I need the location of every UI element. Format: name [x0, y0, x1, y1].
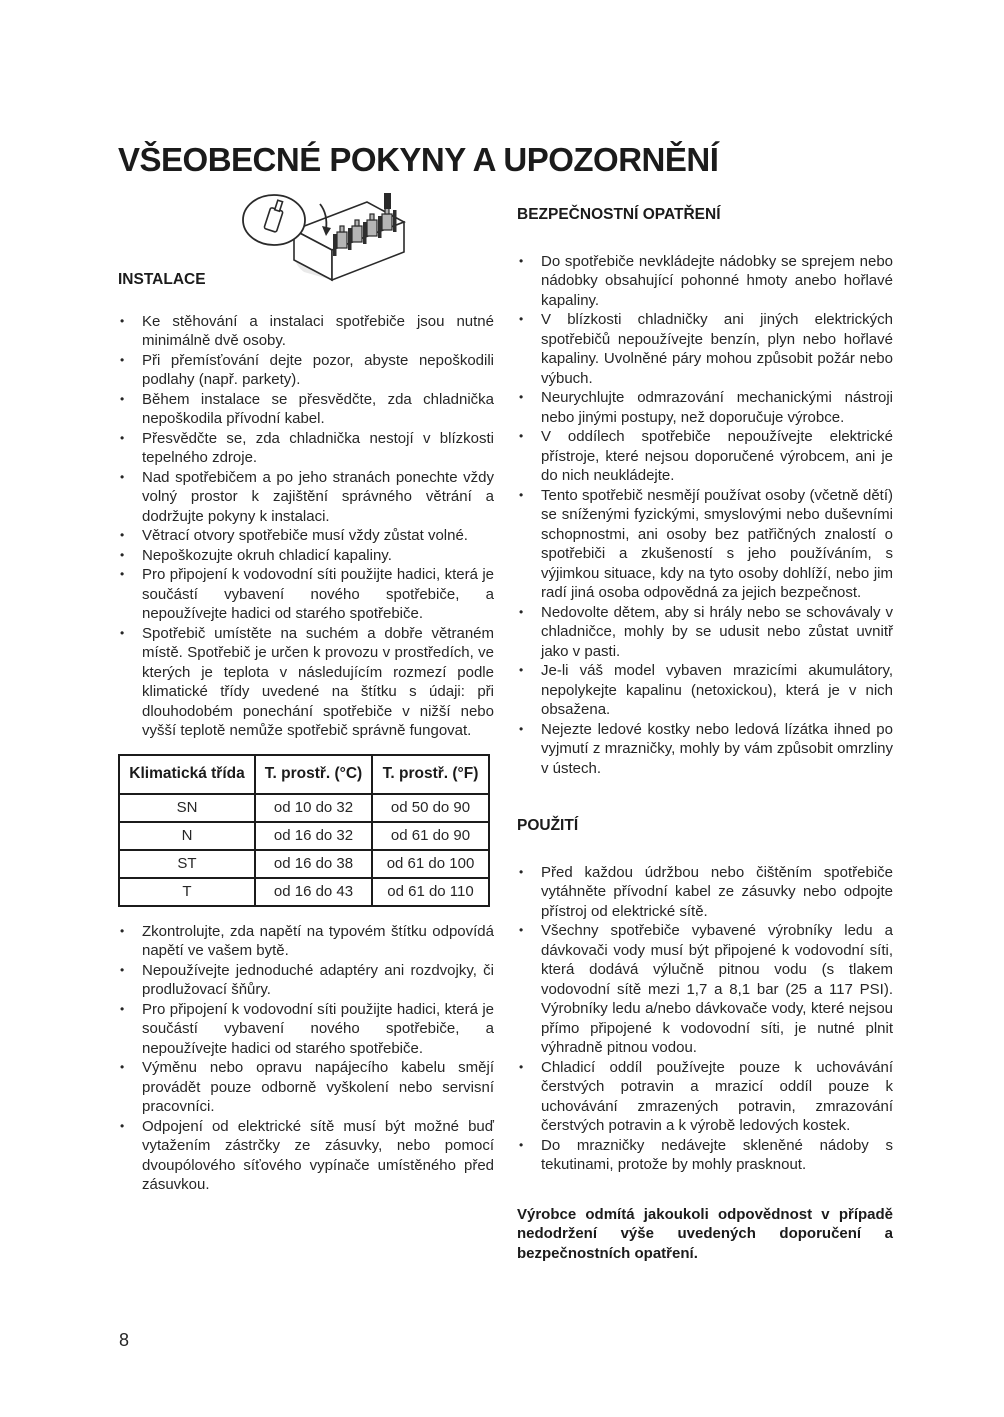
list-item: [118, 1058, 494, 1117]
bullet-icon: •: [120, 391, 125, 406]
climate-class-table: [118, 754, 490, 907]
bullet-text: Ke stěhování a instalaci spotřebiče jsou nutné minimálně dvě osoby.: [142, 312, 494, 349]
list-item: [118, 624, 494, 741]
list-item: [517, 252, 893, 311]
bullet-icon: •: [519, 312, 524, 326]
bullet-text: Při přemísťování dejte pozor, abyste nepoškodili podlahy (např. parkety).: [142, 351, 494, 388]
bullet-icon: •: [519, 253, 524, 268]
installation-bullet-list-2: [118, 922, 494, 1195]
bullet-icon: •: [519, 429, 524, 443]
bullet-icon: •: [519, 604, 524, 619]
page-number: 8: [119, 1330, 130, 1350]
list-item: [118, 1117, 494, 1195]
bullet-text: Neurychlujte odmrazování mechanickými nástroji nebo jinými postupy, než doporučuje výrobce.: [541, 389, 893, 426]
table-cell-celsius: od 10 do 32: [255, 794, 372, 822]
list-item: [517, 388, 893, 427]
section-heading-safety: BEZPEČNOSTNÍ OPATŘENÍ: [517, 206, 721, 223]
bullet-icon: •: [120, 528, 125, 542]
bullet-icon: •: [519, 1059, 524, 1074]
bullet-icon: •: [120, 923, 125, 938]
bullet-icon: •: [519, 663, 524, 677]
bullet-icon: •: [120, 547, 125, 562]
list-item: [118, 565, 494, 624]
table-cell-celsius: od 16 do 38: [255, 850, 372, 878]
bullet-text: Všechny spotřebiče vybavené výrobníky ledu a dávkovači vody musí být připojené k vodovodní síti, která dodává výlučně pitnou vodu (s tlakem vodovodní sítě mezi 1,7 a 8,1 bar (25 a 117 PSI). Výrobníky ledu a/nebo dávkovače vody, které nejsou přímo připojené k vodovodní síti, je nutné plnit výhradně pitnou vodou.: [541, 922, 893, 1056]
list-item: [517, 1136, 893, 1175]
bullet-icon: •: [120, 1060, 125, 1074]
bullet-icon: •: [120, 313, 125, 328]
table-cell-class: N: [119, 822, 255, 850]
bullet-text: Tento spotřebič nesmějí používat osoby (včetně dětí) se sníženými fyzickými, smyslovými nebo duševními schopnostmi, ani osoby bez patřičných znalostí o spotřebiči a zkušeností s jeho používáním, s výjimkou situace, kdy na tyto osoby dohlíží, nebo jim radí jiná osoba odpovědná za jejich bezpečnost.: [541, 486, 893, 601]
manufacturer-disclaimer: Výrobce odmítá jakoukoli odpovědnost v případě nedodržení výše uvedených doporučení a bezpečnostních opatření.: [517, 1205, 893, 1262]
bullet-icon: •: [519, 487, 524, 502]
right-column: [517, 205, 893, 1263]
bullet-icon: •: [519, 1137, 524, 1152]
table-cell-celsius: od 16 do 32: [255, 822, 372, 850]
bullet-text: Chladicí oddíl používejte pouze k uchovávání čerstvých potravin a mrazicí oddíl pouze k uchovávání zmrazených potravin, zmrazování čerstvých potravin a k výrobě ledových kostek.: [541, 1058, 893, 1134]
bullet-text: Přesvědčte se, zda chladnička nestojí v blízkosti tepelného zdroje.: [142, 429, 494, 466]
bullet-icon: •: [519, 390, 524, 404]
list-item: [517, 486, 893, 603]
table-cell-class: ST: [119, 850, 255, 878]
table-header-cell: Klimatická třída: [119, 755, 255, 794]
list-item: [517, 603, 893, 662]
bullet-icon: •: [519, 864, 524, 879]
table-header-cell: T. prostř. (°C): [255, 755, 372, 794]
list-item: [118, 546, 494, 566]
list-item: [517, 661, 893, 720]
safety-bullet-list: [517, 252, 893, 779]
list-item: [118, 526, 494, 546]
bullet-icon: •: [120, 430, 125, 445]
bullet-text: Nedovolte dětem, aby si hrály nebo se schovávaly v chladničce, mohly by se udusit nebo zůstat uvnitř jako v pasti.: [541, 603, 893, 660]
bullet-text: Pro připojení k vodovodní síti použijte hadici, která je součástí vybavení nového spotřebiče, a nepoužívejte hadici od starého spotřebiče.: [142, 566, 494, 622]
section-heading-usage: POUŽITÍ: [517, 817, 579, 834]
table-row: [119, 850, 489, 878]
bullet-text: Během instalace se přesvědčte, zda chladnička nepoškodila přívodní kabel.: [142, 390, 494, 427]
table-cell-celsius: od 16 do 43: [255, 878, 372, 906]
list-item: [118, 961, 494, 1000]
list-item: [118, 312, 494, 351]
bullet-text: Větrací otvory spotřebiče musí vždy zůstat volné.: [142, 527, 468, 544]
bullet-icon: •: [519, 923, 524, 937]
list-item: [517, 1058, 893, 1136]
bullet-icon: •: [120, 567, 125, 581]
list-item: [118, 922, 494, 961]
bullet-text: V oddílech spotřebiče nepoužívejte elektrické přístroje, které nejsou doporučené výrobcem, ani je do nich neukládejte.: [541, 428, 893, 484]
page-title: VŠEOBECNÉ POKYNY A UPOZORNĚNÍ: [118, 141, 719, 178]
list-item: [118, 468, 494, 527]
bullet-icon: •: [120, 625, 125, 640]
table-body: [119, 794, 489, 906]
bullet-text: Je-li váš model vybaven mrazicími akumulátory, nepolykejte kapalinu (netoxickou), která je v nich obsažena.: [541, 662, 893, 718]
bullet-icon: •: [120, 352, 125, 367]
table-cell-fahrenheit: od 50 do 90: [372, 794, 489, 822]
bullet-icon: •: [120, 962, 125, 977]
list-item: [118, 1000, 494, 1059]
list-item: [517, 863, 893, 922]
list-item: [118, 429, 494, 468]
table-cell-class: SN: [119, 794, 255, 822]
list-item: [517, 427, 893, 486]
bullet-icon: •: [120, 1001, 125, 1016]
list-item: [118, 351, 494, 390]
bullet-text: Zkontrolujte, zda napětí na typovém štítku odpovídá napětí ve vašem bytě.: [142, 922, 494, 959]
usage-bullet-list: [517, 863, 893, 1175]
bullet-text: Nejezte ledové kostky nebo ledová lízátka ihned po vyjmutí z mrazničky, mohly by vám způsobit omrzliny v ústech.: [541, 720, 893, 777]
table-row: [119, 794, 489, 822]
bullet-icon: •: [519, 721, 524, 736]
bullet-text: Pro připojení k vodovodní síti použijte hadici, která je součástí vybavení nového spotřebiče, a nepoužívejte hadici od starého spotřebiče.: [142, 1000, 494, 1057]
bullet-text: Nad spotřebičem a po jeho stranách ponechte vždy volný prostor k zajištění správného větrání a dodržujte pokyny k instalaci.: [142, 468, 494, 525]
bullet-text: Spotřebič umístěte na suchém a dobře větraném místě. Spotřebič je určen k provozu v prostředích, ve kterých je teplota v následujícím rozmezí podle klimatické třídy uvedené na štítku s údaji: při dlouhodobém ponechání spotřebiče v nižší nebo vyšší teplotě nemůže spotřebič správně fungovat.: [142, 624, 494, 739]
bullet-text: Před každou údržbou nebo čištěním spotřebiče vytáhněte přívodní kabel ze zásuvky nebo odpojte přístroj od elektrické sítě.: [541, 863, 893, 920]
bullet-text: Nepoužívejte jednoduché adaptéry ani rozdvojky, či prodlužovací šňůry.: [142, 961, 494, 998]
bullet-icon: •: [120, 469, 125, 484]
bullet-text: Do spotřebiče nevkládejte nádobky se sprejem nebo nádobky obsahující pohonné hmoty anebo hořlavé kapaliny.: [541, 252, 893, 309]
table-cell-fahrenheit: od 61 do 90: [372, 822, 489, 850]
table-cell-class: T: [119, 878, 255, 906]
bullet-text: Výměnu nebo opravu napájecího kabelu smějí provádět pouze odborně vyškolení nebo servisní pracovníci.: [142, 1059, 494, 1115]
section-heading-installation: INSTALACE: [118, 271, 206, 288]
bullet-text: Odpojení od elektrické sítě musí být možné buď vytažením zástrčky ze zásuvky, nebo pomocí dvoupólového síťového vypínače umístěného před zásuvkou.: [142, 1117, 494, 1193]
bullet-text: V blízkosti chladničky ani jiných elektrických spotřebičů nepoužívejte benzín, plyn nebo hořlavé kapaliny. Uvolněné páry mohou způsobit požár nebo výbuch.: [541, 311, 893, 387]
bullet-icon: •: [120, 1118, 125, 1133]
left-column: [118, 270, 494, 1195]
installation-bullet-list: [118, 312, 494, 741]
table-header-row: [119, 755, 489, 794]
list-item: [517, 921, 893, 1058]
table-cell-fahrenheit: od 61 do 100: [372, 850, 489, 878]
list-item: [517, 720, 893, 779]
list-item: [517, 310, 893, 388]
bullet-text: Nepoškozujte okruh chladicí kapaliny.: [142, 546, 392, 564]
list-item: [118, 390, 494, 429]
table-row: [119, 878, 489, 906]
table-header-cell: T. prostř. (°F): [372, 755, 489, 794]
table-row: [119, 822, 489, 850]
bullet-text: Do mrazničky nedávejte skleněné nádoby s tekutinami, protože by mohly prasknout.: [541, 1136, 893, 1173]
table-cell-fahrenheit: od 61 do 110: [372, 878, 489, 906]
